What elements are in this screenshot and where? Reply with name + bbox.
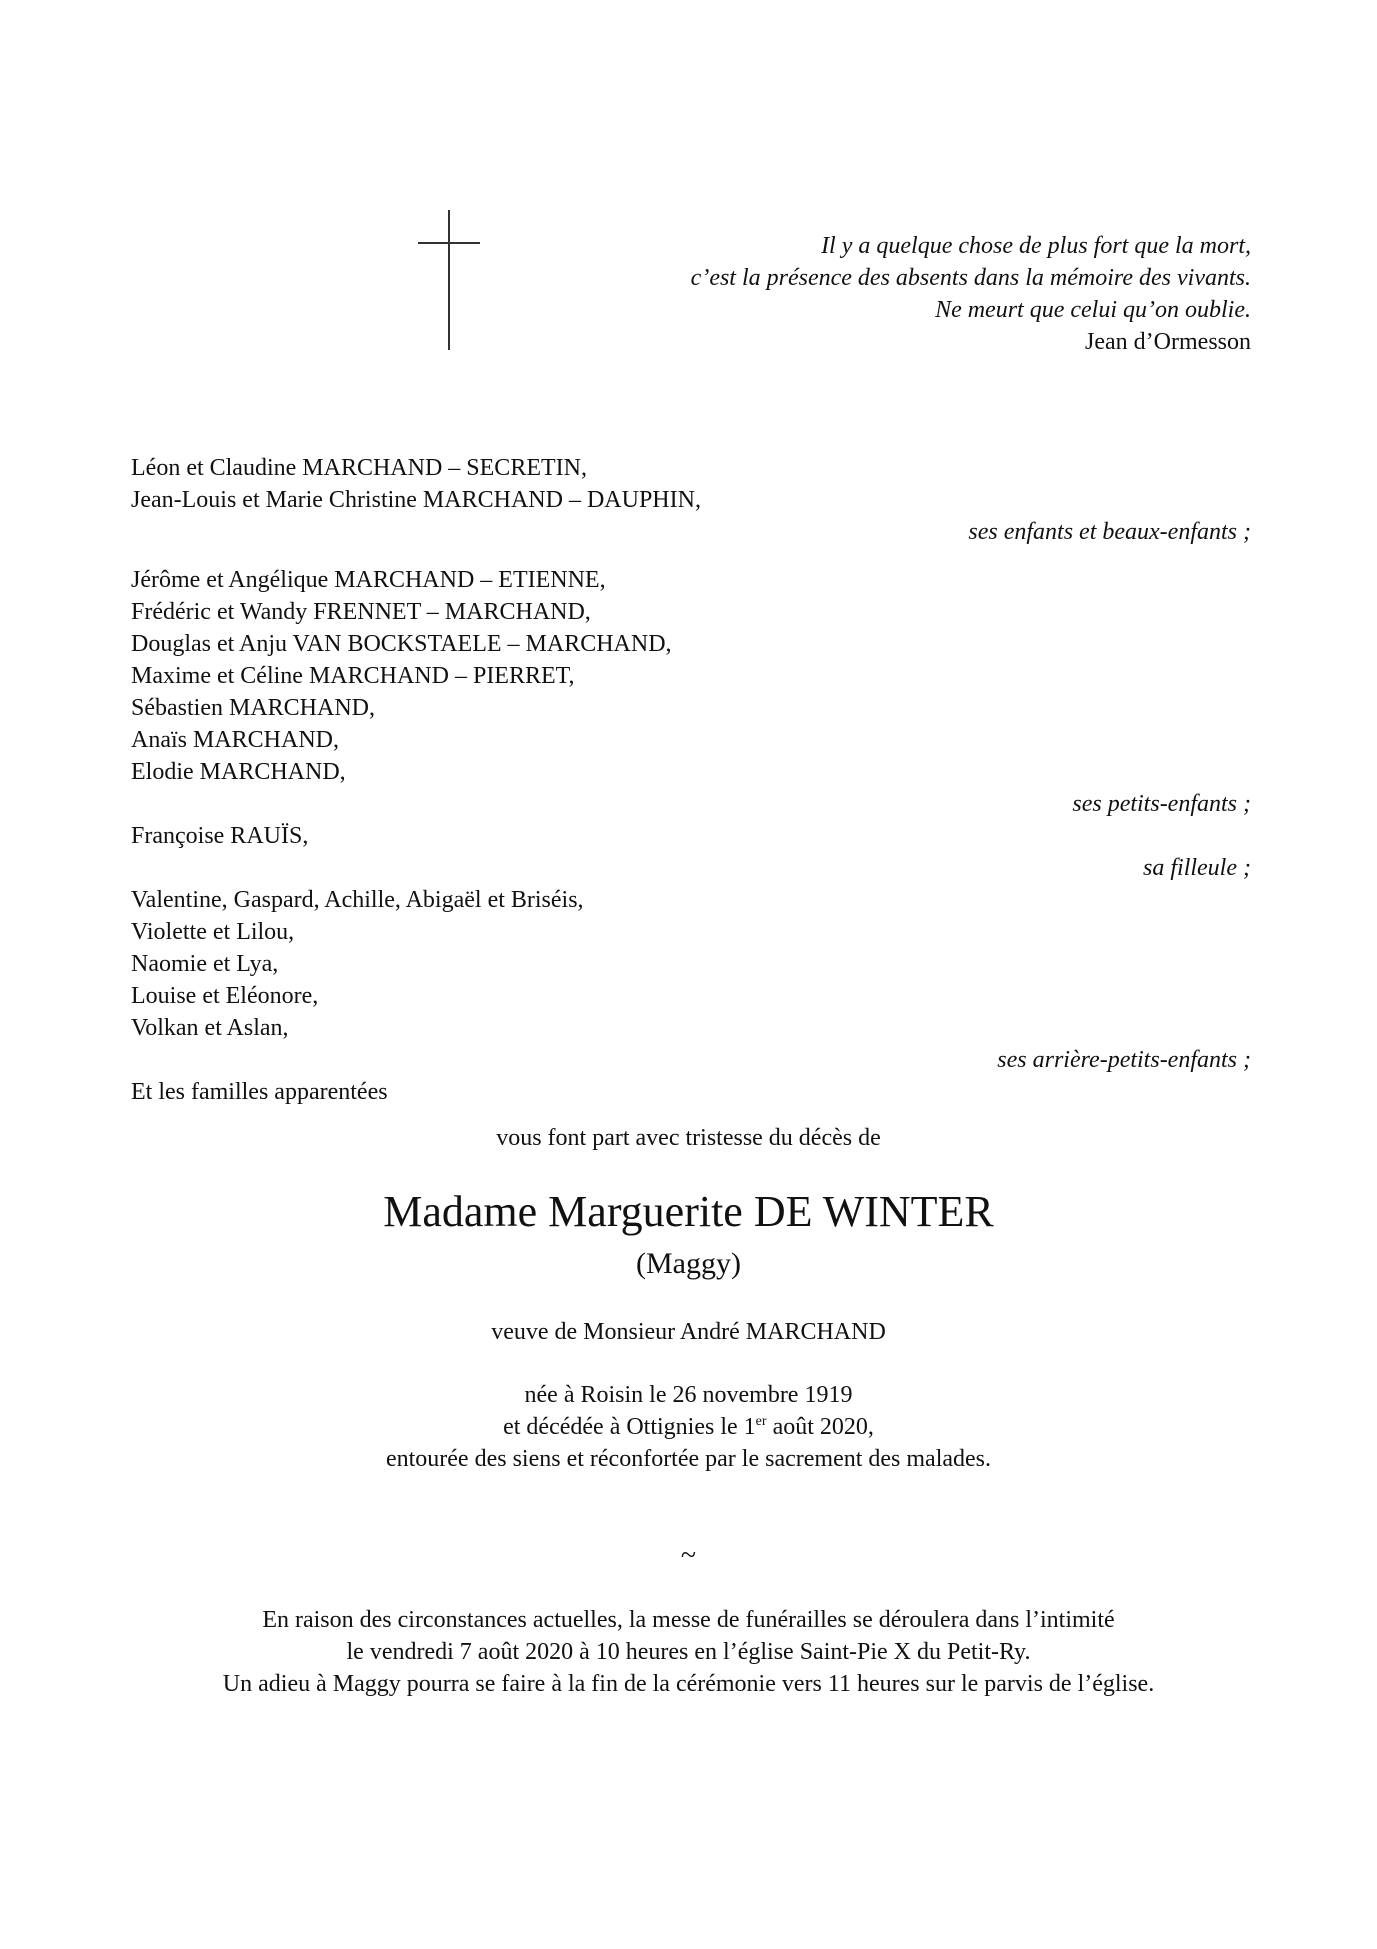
- death-line: [0, 1411, 1377, 1443]
- family-role-label: ses enfants et beaux-enfants ;: [968, 519, 1251, 545]
- family-member: Violette et Lilou,: [131, 919, 295, 945]
- family-member: Elodie MARCHAND,: [131, 759, 346, 785]
- family-role-label: ses arrière-petits-enfants ;: [997, 1047, 1251, 1073]
- birth-death-block: [0, 1379, 1377, 1475]
- family-member: Naomie et Lya,: [131, 951, 279, 977]
- surrounded-line: entourée des siens et réconfortée par le sacrement des malades.: [385, 1446, 992, 1472]
- family-list: [131, 452, 1251, 1108]
- family-relatives: Et les familles apparentées: [131, 1079, 388, 1105]
- epigraph-line: Il y a quelque chose de plus fort que la mort,: [821, 233, 1251, 259]
- cross-icon: [418, 210, 480, 350]
- family-member: Françoise RAUÏS,: [131, 823, 309, 849]
- death-line-date: août 2020,: [766, 1414, 874, 1440]
- deceased-name: Madame Marguerite DE WINTER: [383, 1187, 994, 1236]
- family-member: Léon et Claudine MARCHAND – SECRETIN,: [131, 455, 587, 481]
- epigraph-quote: [691, 230, 1251, 358]
- family-member: Jérôme et Angélique MARCHAND – ETIENNE,: [131, 567, 606, 593]
- family-role-label: ses petits-enfants ;: [1072, 791, 1251, 817]
- funeral-line: Un adieu à Maggy pourra se faire à la fin de la cérémonie vers 11 heures sur le parvis de l’église.: [222, 1671, 1155, 1697]
- family-member: Sébastien MARCHAND,: [131, 695, 375, 721]
- funeral-line: En raison des circonstances actuelles, la messe de funérailles se déroulera dans l’intimité: [262, 1607, 1115, 1633]
- ordinal-suffix: er: [755, 1414, 767, 1429]
- family-member: Douglas et Anju VAN BOCKSTAELE – MARCHAND,: [131, 631, 672, 657]
- family-member: Frédéric et Wandy FRENNET – MARCHAND,: [131, 599, 591, 625]
- epigraph-author: Jean d’Ormesson: [1085, 329, 1251, 355]
- family-member: Valentine, Gaspard, Achille, Abigaël et Briséis,: [131, 887, 584, 913]
- deceased-nickname: (Maggy): [636, 1247, 741, 1280]
- funeral-line: le vendredi 7 août 2020 à 10 heures en l’église Saint-Pie X du Petit-Ry.: [346, 1639, 1031, 1665]
- funeral-info: [0, 1604, 1377, 1700]
- birth-line: née à Roisin le 26 novembre 1919: [524, 1382, 853, 1408]
- widow-of-text: veuve de Monsieur André MARCHAND: [491, 1319, 886, 1345]
- family-member: Volkan et Aslan,: [131, 1015, 289, 1041]
- separator-tilde: ~: [680, 1540, 697, 1571]
- epigraph-line: c’est la présence des absents dans la mémoire des vivants.: [690, 265, 1251, 291]
- family-role-label: sa filleule ;: [1143, 855, 1251, 881]
- epigraph-line: Ne meurt que celui qu’on oublie.: [935, 297, 1251, 323]
- family-member: Louise et Eléonore,: [131, 983, 319, 1009]
- death-line-text: et décédée à Ottignies le 1: [503, 1414, 756, 1440]
- announcement-text: vous font part avec tristesse du décès de: [496, 1125, 881, 1151]
- family-member: Anaïs MARCHAND,: [131, 727, 340, 753]
- family-member: Maxime et Céline MARCHAND – PIERRET,: [131, 663, 575, 689]
- family-member: Jean-Louis et Marie Christine MARCHAND – DAUPHIN,: [131, 487, 701, 513]
